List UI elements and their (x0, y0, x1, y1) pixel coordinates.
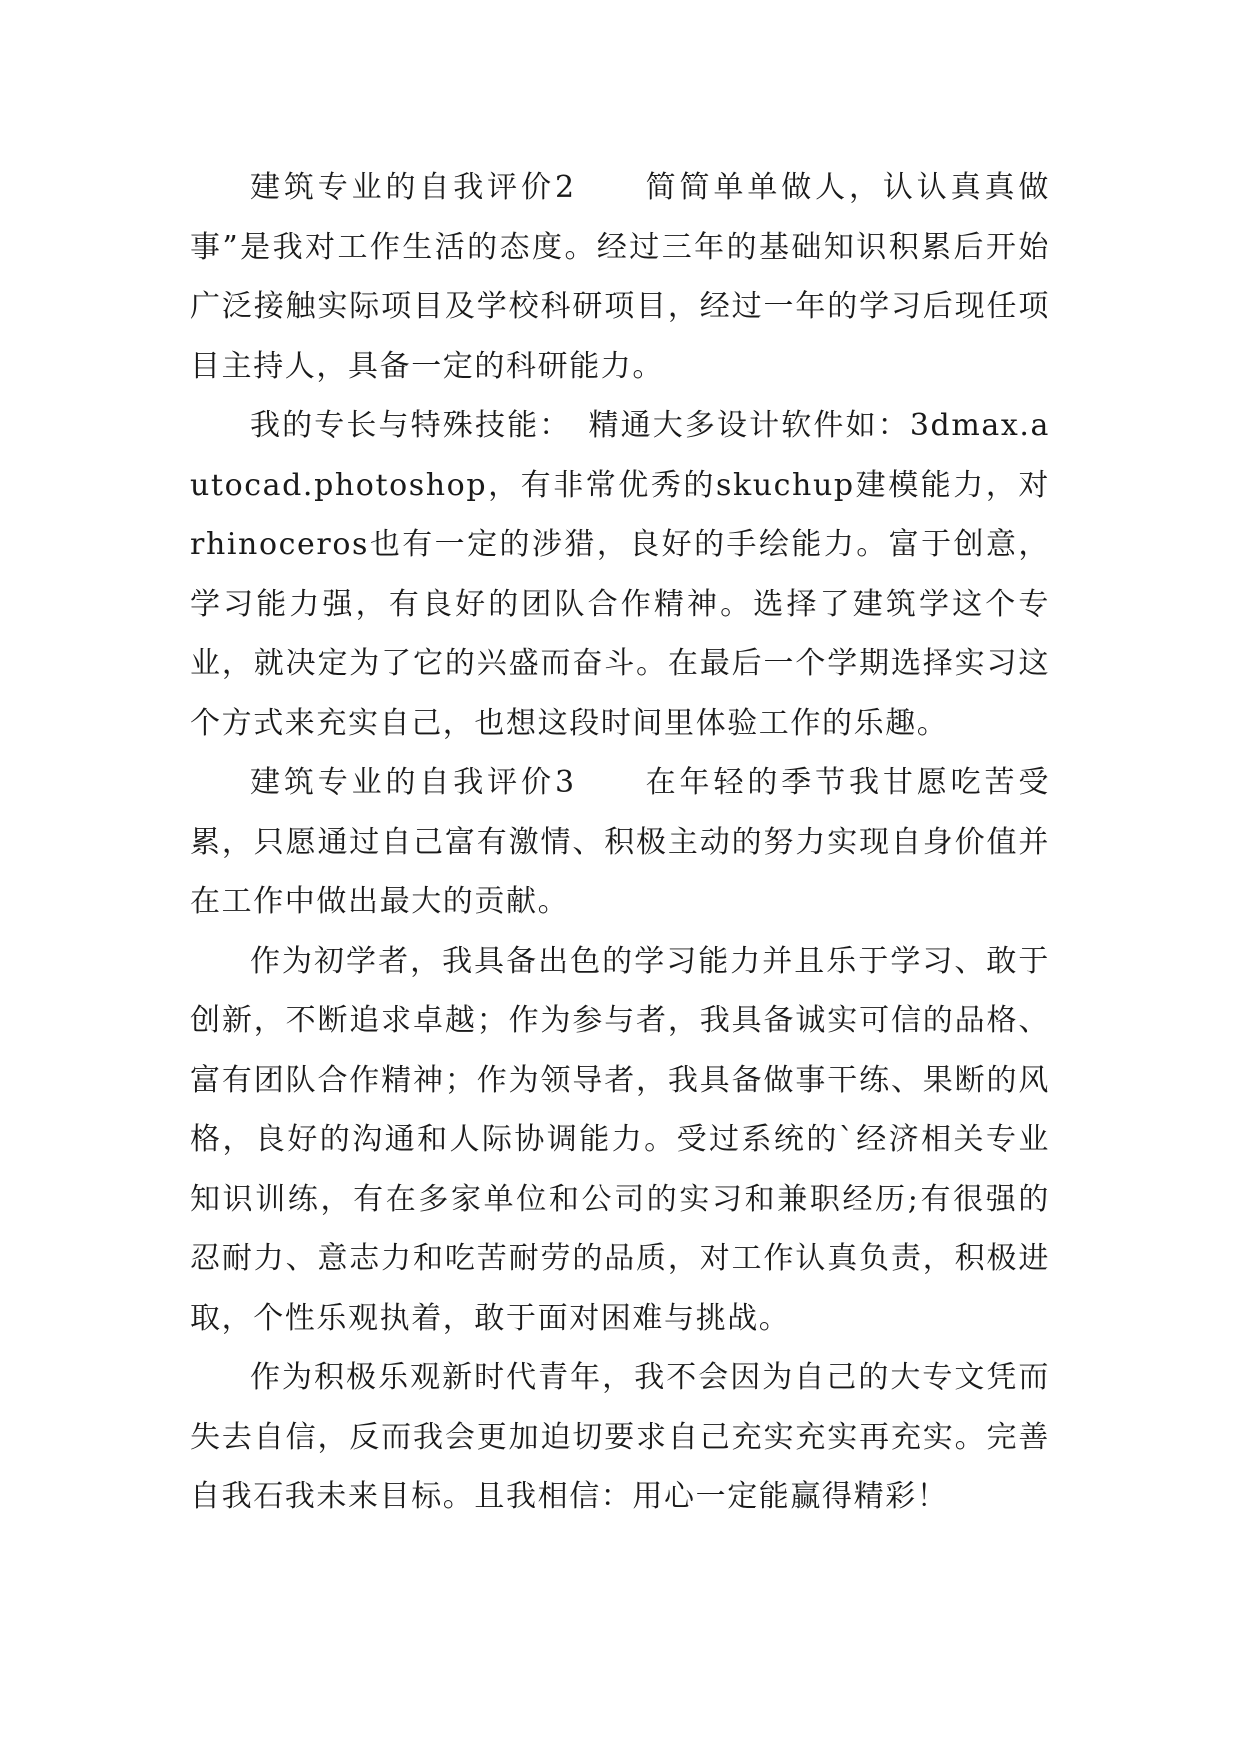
paragraph-1: 建筑专业的自我评价2 简简单单做人，认认真真做事”是我对工作生活的态度。经过三年的基础知识积累后开始广泛接触实际项目及学校科研项目，经过一年的学习后现任项目主持人，具备一定的科研能力。 (190, 170, 1050, 384)
paragraph-3: 建筑专业的自我评价3 在年轻的季节我甘愿吃苦受累，只愿通过自己富有激情、积极主动的努力实现自身价值并在工作中做出最大的贡献。 (190, 765, 1050, 919)
paragraph-2: 我的专长与特殊技能： 精通大多设计软件如：3dmax.autocad.photoshop，有非常优秀的skuchup建模能力，对rhinoceros也有一定的涉猎，良好的手绘能力。富于创意，学习能力强，有良好的团队合作精神。选择了建筑学这个专业，就决定为了它的兴盛而奋斗。在最后一个学期选择实习这个方式来充实自己，也想这段时间里体验工作的乐趣。 (190, 408, 1050, 741)
paragraph-5: 作为积极乐观新时代青年，我不会因为自己的大专文凭而失去自信，反而我会更加迫切要求自己充实充实再充实。完善自我石我未来目标。且我相信：用心一定能赢得精彩！ (190, 1360, 1050, 1514)
paragraph-4: 作为初学者，我具备出色的学习能力并且乐于学习、敢于创新，不断追求卓越；作为参与者，我具备诚实可信的品格、富有团队合作精神；作为领导者，我具备做事干练、果断的风格，良好的沟通和人际协调能力。受过系统的`经济相关专业知识训练，有在多家单位和公司的实习和兼职经历;有很强的忍耐力、意志力和吃苦耐劳的品质，对工作认真负责，积极进取，个性乐观执着，敢于面对困难与挑战。 (190, 943, 1050, 1336)
document-body (190, 158, 1050, 1527)
